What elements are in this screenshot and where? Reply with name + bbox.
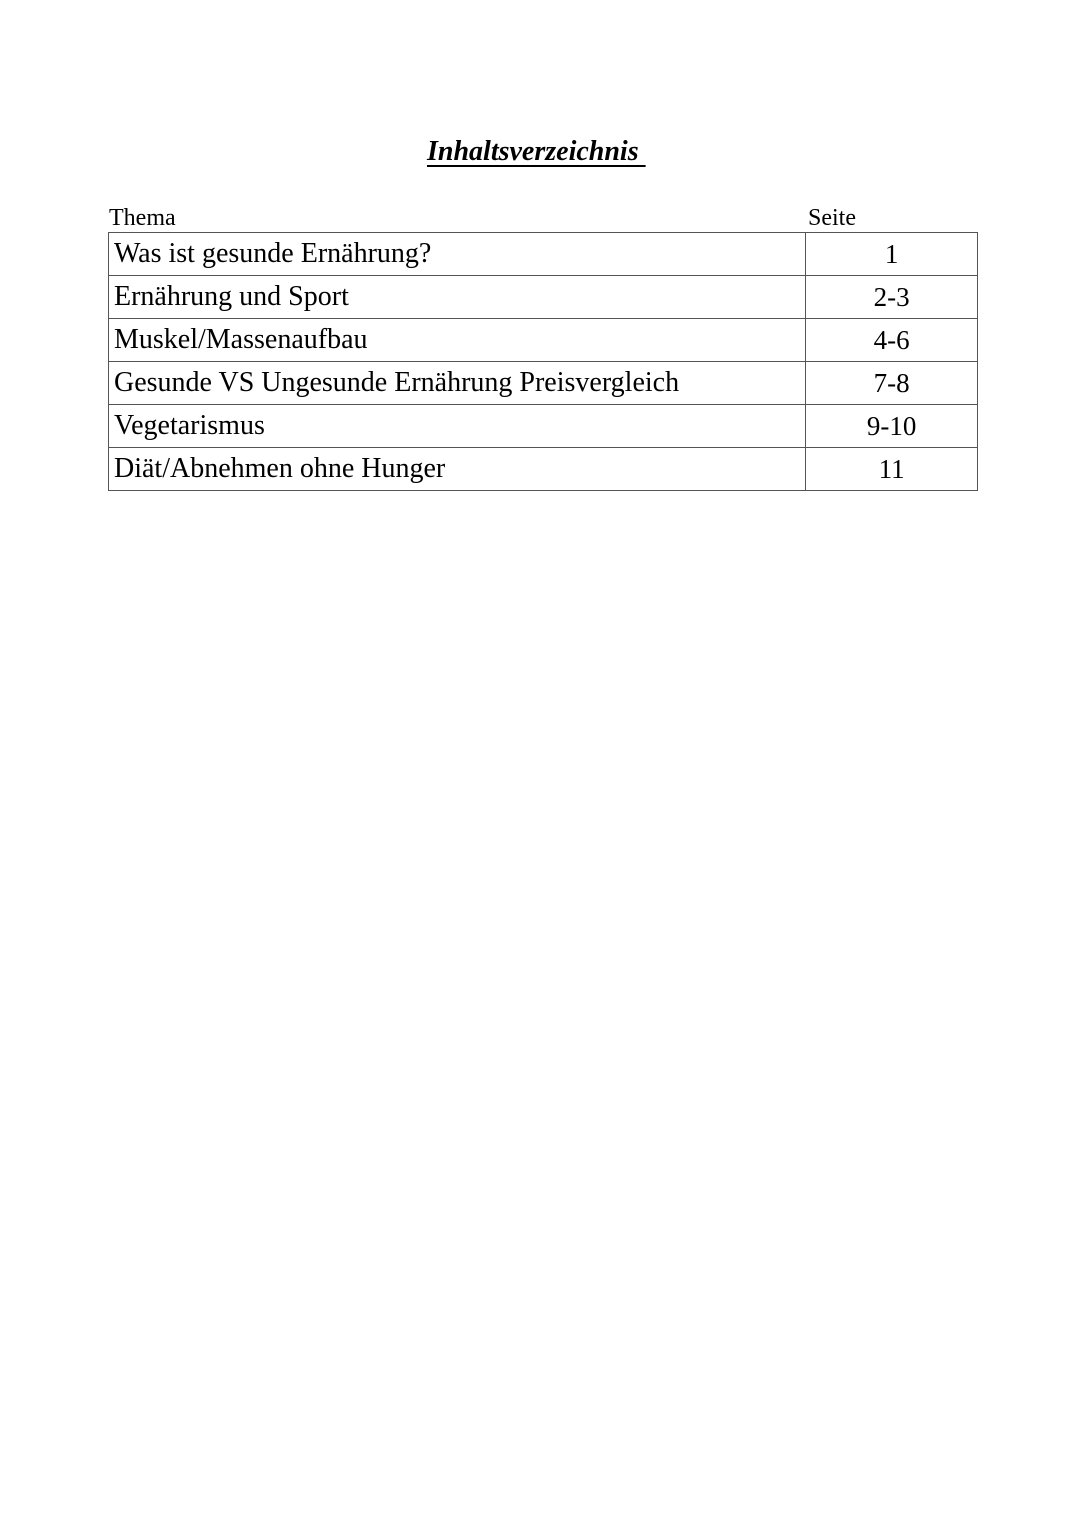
page-cell: 4-6 [806, 319, 978, 362]
page-cell: 7-8 [806, 362, 978, 405]
column-header-topic: Thema [109, 205, 176, 231]
table-row [109, 233, 978, 276]
page-cell: 11 [806, 448, 978, 491]
page-cell: 2-3 [806, 276, 978, 319]
document-title: Inhaltsverzeichnis [427, 136, 646, 167]
topic-cell: Was ist gesunde Ernährung? [109, 233, 806, 276]
table-row [109, 405, 978, 448]
topic-cell: Ernährung und Sport [109, 276, 806, 319]
topic-cell: Muskel/Massenaufbau [109, 319, 806, 362]
topic-cell: Gesunde VS Ungesunde Ernährung Preisvergleich [109, 362, 806, 405]
page-cell: 1 [806, 233, 978, 276]
table-of-contents [108, 232, 978, 491]
table-row [109, 448, 978, 491]
table-row [109, 362, 978, 405]
topic-cell: Vegetarismus [109, 405, 806, 448]
topic-cell: Diät/Abnehmen ohne Hunger [109, 448, 806, 491]
column-header-page: Seite [808, 205, 856, 231]
page-cell: 9-10 [806, 405, 978, 448]
table-row [109, 276, 978, 319]
table-row [109, 319, 978, 362]
